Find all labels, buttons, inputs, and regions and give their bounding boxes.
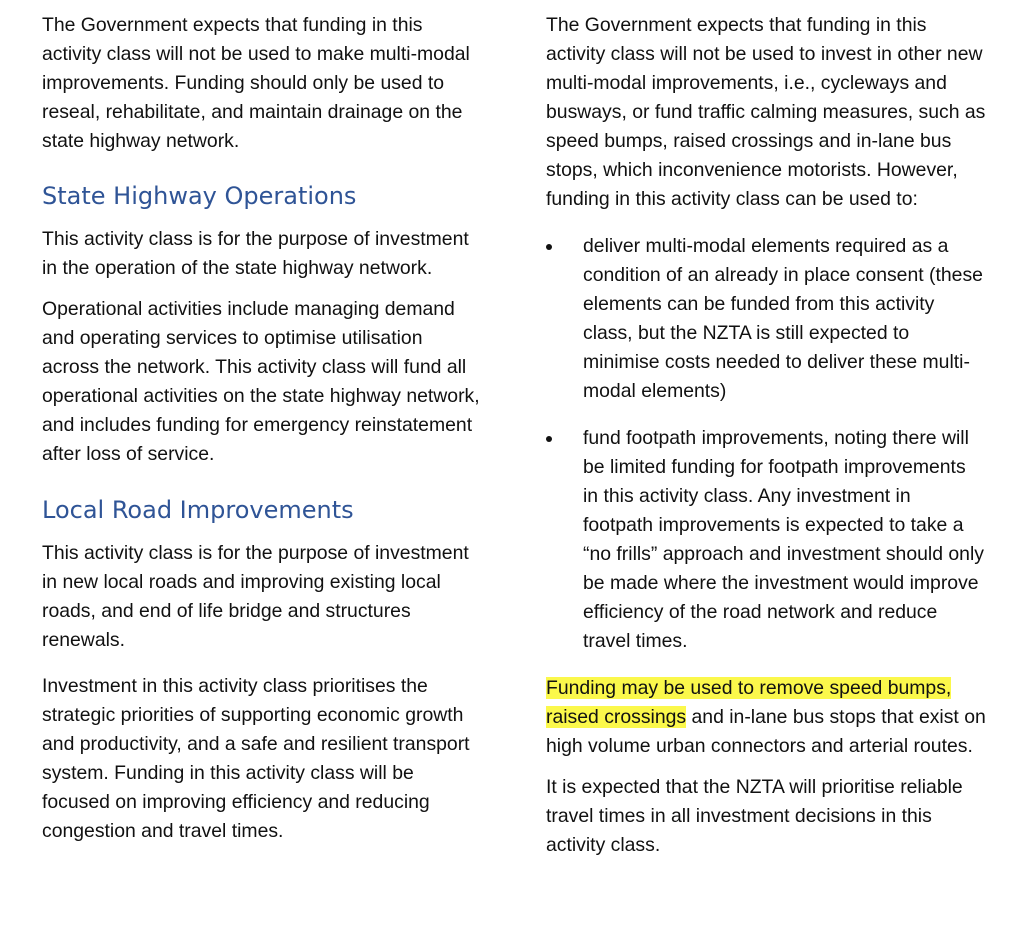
sho-paragraph-1: This activity class is for the purpose of investment in the operation of the state highway network. <box>42 228 469 279</box>
right-intro-paragraph: The Government expects that funding in this activity class will not be used to invest in other new multi-modal improvements, i.e., cycleways and busways, or fund traffic calming measures, such as speed bumps, raised crossings and in-lane bus stops, which inconvenience motorists. However, funding in this activity class can be used to: <box>546 14 986 210</box>
bullet-icon <box>546 436 552 442</box>
highlight-paragraph <box>546 674 986 761</box>
bullet-list <box>546 232 986 656</box>
left-intro-paragraph: The Government expects that funding in this activity class will not be used to make multi-modal improvements. Funding should only be used to reseal, rehabilitate, and maintain drainage on the state highway network. <box>42 14 470 152</box>
lri-paragraph-1: This activity class is for the purpose of investment in new local roads and improving existing local roads, and end of life bridge and structures renewals. <box>42 542 469 651</box>
highlighted-text: Funding may be used to remove speed bumps, raised crossings <box>546 677 952 728</box>
lri-paragraph-2: Investment in this activity class prioritises the strategic priorities of supporting economic growth and productivity, and a safe and resilient transport system. Funding in this activity class will be focused on improving efficiency and reducing congestion and travel times. <box>42 675 470 842</box>
right-column <box>546 11 986 860</box>
highlight-paragraph-rest: and in-lane bus stops that exist on high volume urban connectors and arterial routes. <box>546 706 986 757</box>
sho-paragraph-2: Operational activities include managing demand and operating services to optimise utilisation across the network. This activity class will fund all operational activities on the state highway network, and includes funding for emergency reinstatement after loss of service. <box>42 298 480 465</box>
closing-paragraph: It is expected that the NZTA will prioritise reliable travel times in all investment decisions in this activity class. <box>546 776 963 856</box>
state-highway-operations-heading: State Highway Operations <box>42 182 357 210</box>
local-road-improvements-heading: Local Road Improvements <box>42 496 354 524</box>
bullet-icon <box>546 244 552 250</box>
list-item <box>546 424 986 656</box>
list-item <box>546 232 986 406</box>
bullet-text: deliver multi-modal elements required as a condition of an already in place consent (these elements can be funded from this activity class, but the NZTA is still expected to minimise costs needed to deliver these multi-modal elements) <box>583 235 983 402</box>
left-column <box>42 11 482 846</box>
bullet-text: fund footpath improvements, noting there will be limited funding for footpath improvements in this activity class. Any investment in footpath improvements is expected to take a “no frills” approach and investment should only be made where the investment would improve efficiency of the road network and reduce travel times. <box>583 427 984 652</box>
